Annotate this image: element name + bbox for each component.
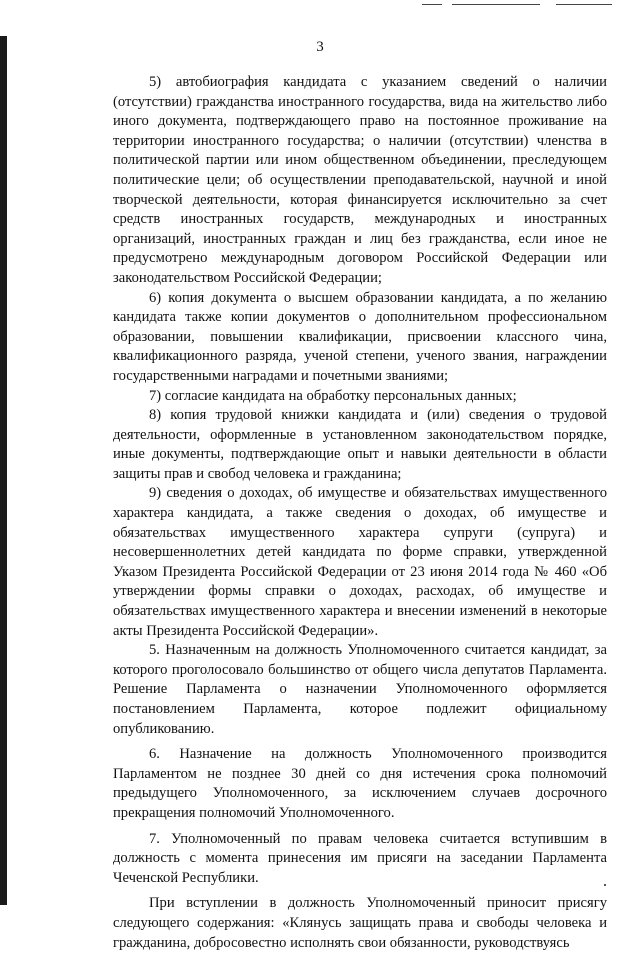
scan-top-mark <box>422 4 442 5</box>
page-number: 3 <box>316 39 324 55</box>
paragraph-item-6: 6) копия документа о высшем образовании кандидата, а по желанию кандидата также копии документов о дополнительном профессиональном образовании, повышении квалификации, присвоении классного чина, квалификационного разряда, ученой степени, ученого звания, награждении государственными наградами и почетными званиями; <box>113 289 607 384</box>
paragraph-item-5: 5) автобиография кандидата с указанием сведений о наличии (отсутствии) гражданства иностранного государства, вида на жительство либо иного документа, подтверждающего право на постоянное проживание на территории иностранного государства; о наличии (отсутствии) членства в политической партии или ином общественном объединении, преследующем политические цели; об осуществлении преподавательской, научной и иной творческой деятельности, которая финансируется исключительно за счет средств иностранных государств, международных и иностранных организаций, иностранных граждан и лиц без гражданства, если иное не предусмотрено международным договором Российской Федерации или законодательством Российской Федерации; <box>113 74 607 286</box>
paragraph-item-8: 8) копия трудовой книжки кандидата и (или) сведения о трудовой деятельности, оформленные в установленном законодательством порядке, иные документы, подтверждающие опыт и навыки деятельности в области защиты прав и свобод человека и гражданина; <box>113 407 607 482</box>
paragraph-clause-7: 7. Уполномоченный по правам человека считается вступившим в должность с момента принесения им присяги на заседании Парламента Чеченской Республики. <box>113 830 607 886</box>
scan-speck <box>604 884 606 886</box>
paragraph-clause-5: 5. Назначенным на должность Уполномоченного считается кандидат, за которого проголосовало большинство от общего числа депутатов Парламента. Решение Парламента о назначении Уполномоченного оформляется постановлением Парламента, которое подлежит официальному опубликованию. <box>113 642 607 737</box>
paragraph-oath: При вступлении в должность Уполномоченный приносит присягу следующего содержания: «Клянусь защищать права и свободы человека и гражданина, добросовестно исполнять свои обязанности, руководствуясь <box>113 895 607 951</box>
paragraph-item-9: 9) сведения о доходах, об имуществе и обязательствах имущественного характера кандидата, а также сведения о доходах, об имуществе и обязательствах имущественного характера супруги (супруга) и несовершеннолетних детей кандидата по форме справки, утвержденной Указом Президента Российской Федерации от 23 июня 2014 года № 460 «Об утверждении формы справки о доходах, расходах, об имуществе и обязательствах имущественного характера и внесении изменений в некоторые акты Президента Российской Федерации». <box>113 485 607 639</box>
scan-edge-bar <box>0 36 7 905</box>
paragraph-clause-6: 6. Назначение на должность Уполномоченного производится Парламентом не позднее 30 дней со дня истечения срока полномочий предыдущего Уполномоченного, за исключением случаев досрочного прекращения полномочий Уполномоченного. <box>113 746 607 821</box>
scan-top-mark <box>556 4 612 5</box>
document-body <box>113 73 607 953</box>
paragraph-item-7: 7) согласие кандидата на обработку персональных данных; <box>149 387 517 404</box>
scan-top-mark <box>452 4 540 5</box>
